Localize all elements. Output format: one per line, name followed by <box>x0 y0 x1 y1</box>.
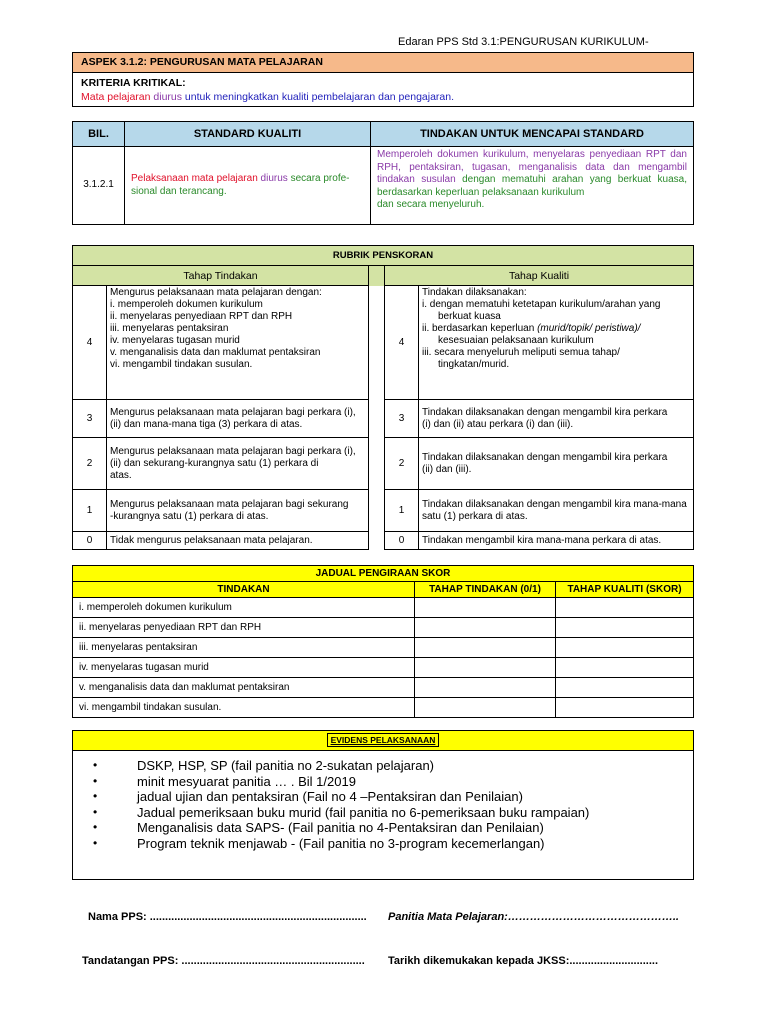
col-tindakan: TINDAKAN UNTUK MENCAPAI STANDARD <box>371 122 694 147</box>
jadual-row-6: vi. mengambil tindakan susulan. <box>73 698 415 718</box>
score-3-kualiti: 3 <box>385 400 419 438</box>
score-0-kualiti: 0 <box>385 532 419 550</box>
evidens-item: • Menganalisis data SAPS- (Fail panitia no 4-Pentaksiran dan Penilaian) <box>93 820 693 836</box>
tarikh-field[interactable]: Tarikh dikemukakan kepada JKSS:............................. <box>388 955 658 967</box>
jadual-row-3: iii. menyelaras pentaksiran <box>73 638 415 658</box>
evidens-title: EVIDENS PELAKSANAAN <box>327 733 440 747</box>
jadual-skor-table <box>72 565 694 718</box>
aspek-box <box>72 52 694 107</box>
bil-value: 3.1.2.1 <box>73 147 125 225</box>
score-4-tindakan: 4 <box>73 286 107 400</box>
tandatangan-field[interactable]: Tandatangan PPS: ............................................................ <box>82 955 365 967</box>
standard-table <box>72 121 694 225</box>
rubrik-row-0-kualiti: Tindakan mengambil kira mana-mana perkara di atas. <box>419 532 694 550</box>
evidens-box <box>72 730 694 880</box>
jadual-row-1: i. memperoleh dokumen kurikulum <box>73 598 415 618</box>
jadual-input-cell[interactable] <box>415 598 556 618</box>
nama-pps-field[interactable]: Nama PPS: ....................................................................... <box>88 911 367 923</box>
score-2-kualiti: 2 <box>385 438 419 490</box>
rubrik-title: RUBRIK PENSKORAN <box>73 246 694 266</box>
jadual-input-cell[interactable] <box>556 598 694 618</box>
jadual-row-5: v. menganalisis data dan maklumat pentaksiran <box>73 678 415 698</box>
jadual-input-cell[interactable] <box>556 658 694 678</box>
rubrik-row-3-kualiti: Tindakan dilaksanakan dengan mengambil kira perkara (i) dan (ii) atau perkara (i) dan (iii). <box>419 400 694 438</box>
score-1-kualiti: 1 <box>385 490 419 532</box>
score-0-tindakan: 0 <box>73 532 107 550</box>
evidens-list <box>73 751 693 851</box>
jadual-title: JADUAL PENGIRAAN SKOR <box>73 566 694 582</box>
col-bil: BIL. <box>73 122 125 147</box>
jadual-input-cell[interactable] <box>415 658 556 678</box>
evidens-item: • jadual ujian dan pentaksiran (Fail no 4 –Pentaksiran dan Penilaian) <box>93 789 693 805</box>
jadual-input-cell[interactable] <box>415 638 556 658</box>
jadual-col-tahap-kualiti: TAHAP KUALITI (SKOR) <box>556 582 694 598</box>
score-4-kualiti: 4 <box>385 286 419 400</box>
jadual-row-4: iv. menyelaras tugasan murid <box>73 658 415 678</box>
rubrik-row-4-kualiti: Tindakan dilaksanakan: i. dengan mematuhi ketetapan kurikulum/arahan yang berkuat kuasa ii. berdasarkan keperluan (murid/topik/ peristiwa)/ kesesuaian pelaksanaan kurikulum iii. secara menyeluruh meliputi semua tahap/ tingkatan/murid. <box>419 286 694 400</box>
rubrik-row-1-kualiti: Tindakan dilaksanakan dengan mengambil kira mana-mana satu (1) perkara di atas. <box>419 490 694 532</box>
evidens-item: • Jadual pemeriksaan buku murid (fail panitia no 6-pemeriksaan buku rampaian) <box>93 805 693 821</box>
evidens-item: • Program teknik menjawab - (Fail panitia no 3-program kecemerlangan) <box>93 836 693 852</box>
jadual-col-tindakan: TINDAKAN <box>73 582 415 598</box>
kriteria-text: Mata pelajaran diurus untuk meningkatkan kualiti pembelajaran dan pengajaran. <box>81 91 455 103</box>
jadual-input-cell[interactable] <box>556 698 694 718</box>
col-standard: STANDARD KUALITI <box>125 122 371 147</box>
rubrik-row-4-tindakan: Mengurus pelaksanaan mata pelajaran dengan: i. memperoleh dokumen kurikulum ii. menyelaras penyediaan RPT dan RPH iii. menyelaras pentaksiran iv. menyelaras tugasan murid v. menganalisis data dan maklumat pentaksiran vi. mengambil tindakan susulan. <box>107 286 369 400</box>
rubrik-row-1-tindakan: Mengurus pelaksanaan mata pelajaran bagi sekurang -kurangnya satu (1) perkara di atas. <box>107 490 369 532</box>
kriteria-label: KRITERIA KRITIKAL: <box>81 77 186 89</box>
jadual-input-cell[interactable] <box>415 698 556 718</box>
tindakan-text: Memperoleh dokumen kurikulum, menyelaras penyediaan RPT dan RPH, pentaksiran, tugasan, menganalisis data dan mengambil tindakan susulan dengan mematuhi arahan yang berkuat kuasa, berdasarkan keperluan pelaksanaan kurikulum dan secara menyeluruh. <box>371 147 694 225</box>
jadual-input-cell[interactable] <box>556 638 694 658</box>
score-1-tindakan: 1 <box>73 490 107 532</box>
evidens-item: • DSKP, HSP, SP (fail panitia no 2-sukatan pelajaran) <box>93 758 693 774</box>
evidens-item: • minit mesyuarat panitia … . Bil 1/2019 <box>93 774 693 790</box>
jadual-col-tahap-tindakan: TAHAP TINDAKAN (0/1) <box>415 582 556 598</box>
standard-text: Pelaksanaan mata pelajaran diurus secara profe- sional dan terancang. <box>125 147 371 225</box>
aspek-title: ASPEK 3.1.2: PENGURUSAN MATA PELAJARAN <box>73 53 693 73</box>
score-2-tindakan: 2 <box>73 438 107 490</box>
rubrik-col-tindakan: Tahap Tindakan <box>73 266 369 286</box>
jadual-input-cell[interactable] <box>556 618 694 638</box>
jadual-row-2: ii. menyelaras penyediaan RPT dan RPH <box>73 618 415 638</box>
document-header: Edaran PPS Std 3.1:PENGURUSAN KURIKULUM- <box>398 36 649 48</box>
rubrik-row-2-tindakan: Mengurus pelaksanaan mata pelajaran bagi perkara (i), (ii) dan sekurang-kurangnya satu (1) perkara di atas. <box>107 438 369 490</box>
score-3-tindakan: 3 <box>73 400 107 438</box>
rubrik-col-kualiti: Tahap Kualiti <box>385 266 694 286</box>
jadual-input-cell[interactable] <box>415 618 556 638</box>
jadual-input-cell[interactable] <box>556 678 694 698</box>
jadual-input-cell[interactable] <box>415 678 556 698</box>
rubrik-table <box>72 245 694 550</box>
panitia-field[interactable]: Panitia Mata Pelajaran:……………………………………….. <box>388 911 679 923</box>
rubrik-row-0-tindakan: Tidak mengurus pelaksanaan mata pelajaran. <box>107 532 369 550</box>
rubrik-row-2-kualiti: Tindakan dilaksanakan dengan mengambil kira perkara (ii) dan (iii). <box>419 438 694 490</box>
rubrik-row-3-tindakan: Mengurus pelaksanaan mata pelajaran bagi perkara (i), (ii) dan mana-mana tiga (3) perkara di atas. <box>107 400 369 438</box>
